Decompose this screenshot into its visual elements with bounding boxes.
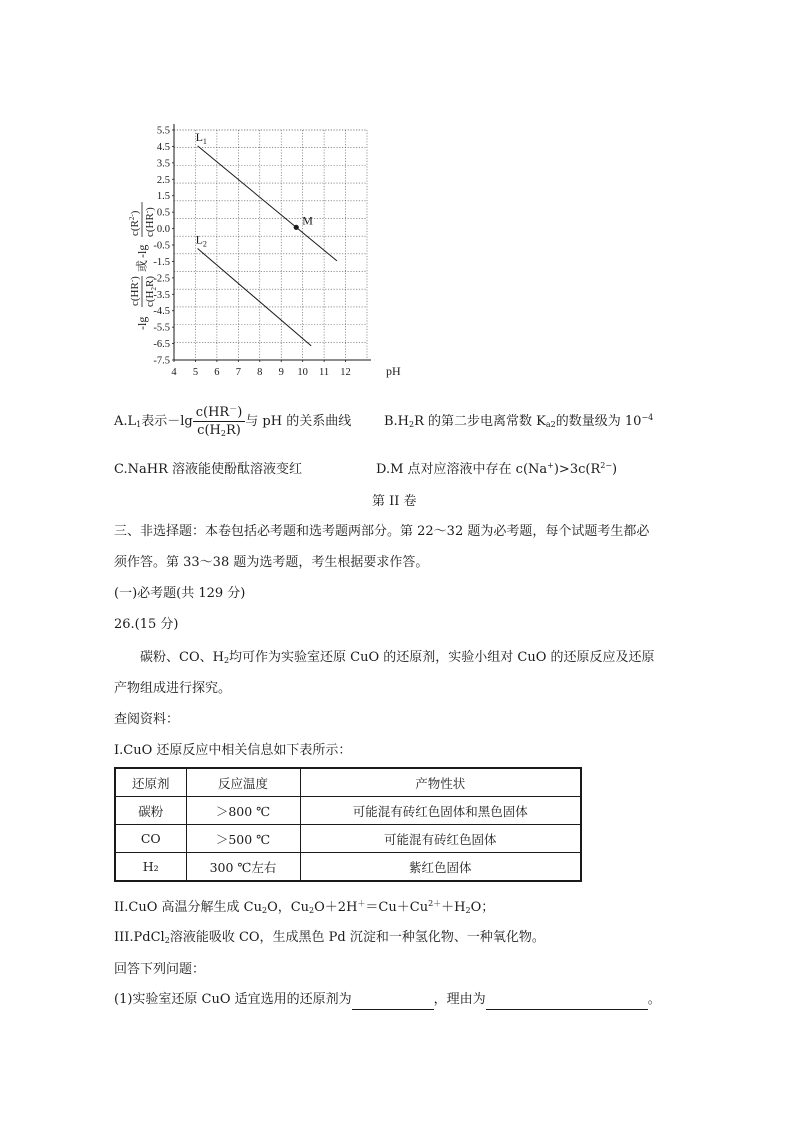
intro-line-1: 三、非选择题：本卷包括必考题和选考题两部分。第 22～32 题为必考题，每个试题考生都必 [114, 524, 650, 539]
y-tick-label: -7.5 [153, 355, 170, 367]
info-1: I.CuO 还原反应中相关信息如下表所示： [114, 743, 352, 758]
option-b: $B.H_2R$ 的第二步电离常数 $K_{a2}$的数量级为 $10^{-4}$ [384, 413, 654, 429]
table-cell: CO [115, 825, 186, 853]
y-tick-label: -1.5 [153, 256, 170, 268]
table-header-cell: 反应温度 [186, 768, 300, 797]
chart-series [196, 130, 337, 346]
svg-text:-lg: -lg [135, 316, 149, 330]
question-26-line-1: 碳粉、CO、$H_2$均可作为实验室还原 CuO 的还原剂，实验小组对 CuO 的还原反应及还原 [140, 650, 655, 665]
section-title: 第 II 卷 [372, 494, 417, 509]
option-a: $A.L_1$表示－lg $\frac{c(HR^-)}{c(H_2R)}$ 与 pH 的关系曲线 [114, 414, 351, 429]
series-label-l2: $L_2$ [195, 232, 207, 249]
y-tick-label: 1.5 [156, 191, 170, 203]
chart-ticks [153, 126, 350, 379]
table-header-row [115, 768, 581, 797]
y-tick-label: -4.5 [153, 306, 170, 318]
table-cell: H₂ [115, 853, 186, 882]
table-row [115, 825, 581, 853]
info-3: III.PdCl$_2$溶液能吸收 CO，生成黑色 Pd 沉淀和一种氢化物、一种氧化物。 [114, 930, 545, 945]
series-label-l1: $L_1$ [195, 129, 207, 146]
question-26-header: 26.(15 分) [114, 617, 179, 632]
table-cell: 可能混有砖红色固体 [300, 825, 581, 853]
svg-text:c(R2-): $c(R^{2-})$ [128, 210, 141, 236]
svg-text:或: 或 [135, 259, 149, 272]
point-m [294, 225, 299, 230]
y-tick-label: -5.5 [153, 322, 170, 334]
ph-chart [112, 98, 412, 388]
point-m-label: M [302, 213, 313, 228]
series-line-l1 [195, 146, 337, 261]
y-tick-label: 2.5 [156, 174, 170, 186]
table-cell: ＞500 ℃ [186, 825, 300, 853]
y-tick-label: 4.5 [156, 141, 170, 153]
reduction-info-table [114, 767, 582, 882]
x-tick-label: 12 [340, 367, 351, 378]
table-cell: 紫红色固体 [300, 853, 581, 882]
lookup-label: 查阅资料： [114, 712, 180, 727]
svg-text:c(HR-): c(HR-) [143, 207, 156, 237]
table-row [115, 853, 581, 882]
svg-text:-lg: -lg [135, 244, 149, 258]
table-cell: 可能混有砖红色固体和黑色固体 [300, 797, 581, 825]
y-tick-label: -2.5 [153, 273, 170, 285]
y-tick-label: -0.5 [153, 240, 170, 252]
x-tick-label: 10 [297, 367, 308, 378]
y-tick-label: -3.5 [153, 289, 170, 301]
x-tick-label: 7 [235, 367, 241, 378]
option-c: C.NaHR 溶液能使酚酞溶液变红 [114, 462, 302, 477]
table-row [115, 797, 581, 825]
info-2: II.CuO 高温分解生成 $Cu_2O$，$Cu_2O+2H^+=Cu+Cu^{2+}+H_2O$； [114, 899, 495, 915]
y-tick-label: 0.5 [156, 207, 170, 219]
intro-line-2: 须作答。第 33～38 题为选考题，考生根据要求作答。 [114, 555, 429, 570]
table-header-cell: 还原剂 [115, 768, 186, 797]
y-tick-label: -6.5 [153, 339, 170, 351]
table-cell: 碳粉 [115, 797, 186, 825]
x-tick-label: 8 [257, 367, 263, 378]
answer-prompt: 回答下列问题： [114, 962, 206, 977]
table-cell: 300 ℃左右 [186, 853, 300, 882]
series-line-l2 [198, 249, 312, 346]
x-tick-label: 5 [192, 367, 199, 378]
required-header: (一)必考题(共 129 分) [114, 586, 246, 601]
table-header-cell: 产物性状 [300, 768, 581, 797]
question-1: (1)实验室还原 CuO 适宜选用的还原剂为 ，理由为 。 [114, 988, 661, 1010]
x-tick-label: 6 [214, 367, 220, 378]
svg-text:c(HR-): c(HR-) [128, 276, 141, 306]
table-cell: ＞800 ℃ [186, 797, 300, 825]
option-a-fraction: $\frac{c(HR^-)}{c(H_2R)}$ [193, 400, 246, 442]
x-tick-label: 11 [319, 367, 330, 378]
y-tick-label: 0.0 [156, 224, 170, 236]
option-d: D.M 点对应溶液中存在 $c(Na^+)>3c(R^{2-})$ [376, 461, 618, 477]
x-tick-label: 4 [171, 367, 177, 378]
question-26-line-2: 产物组成进行探究。 [114, 681, 232, 696]
x-tick-label: 9 [278, 367, 284, 378]
answer-blank-reductant[interactable] [352, 994, 434, 1010]
x-axis-label: pH [386, 364, 401, 378]
answer-blank-reason[interactable] [486, 994, 648, 1010]
y-tick-label: 3.5 [156, 158, 170, 170]
y-tick-label: 5.5 [156, 125, 170, 137]
svg-text:c(H2R): $c(H_2R)$ [144, 276, 158, 307]
